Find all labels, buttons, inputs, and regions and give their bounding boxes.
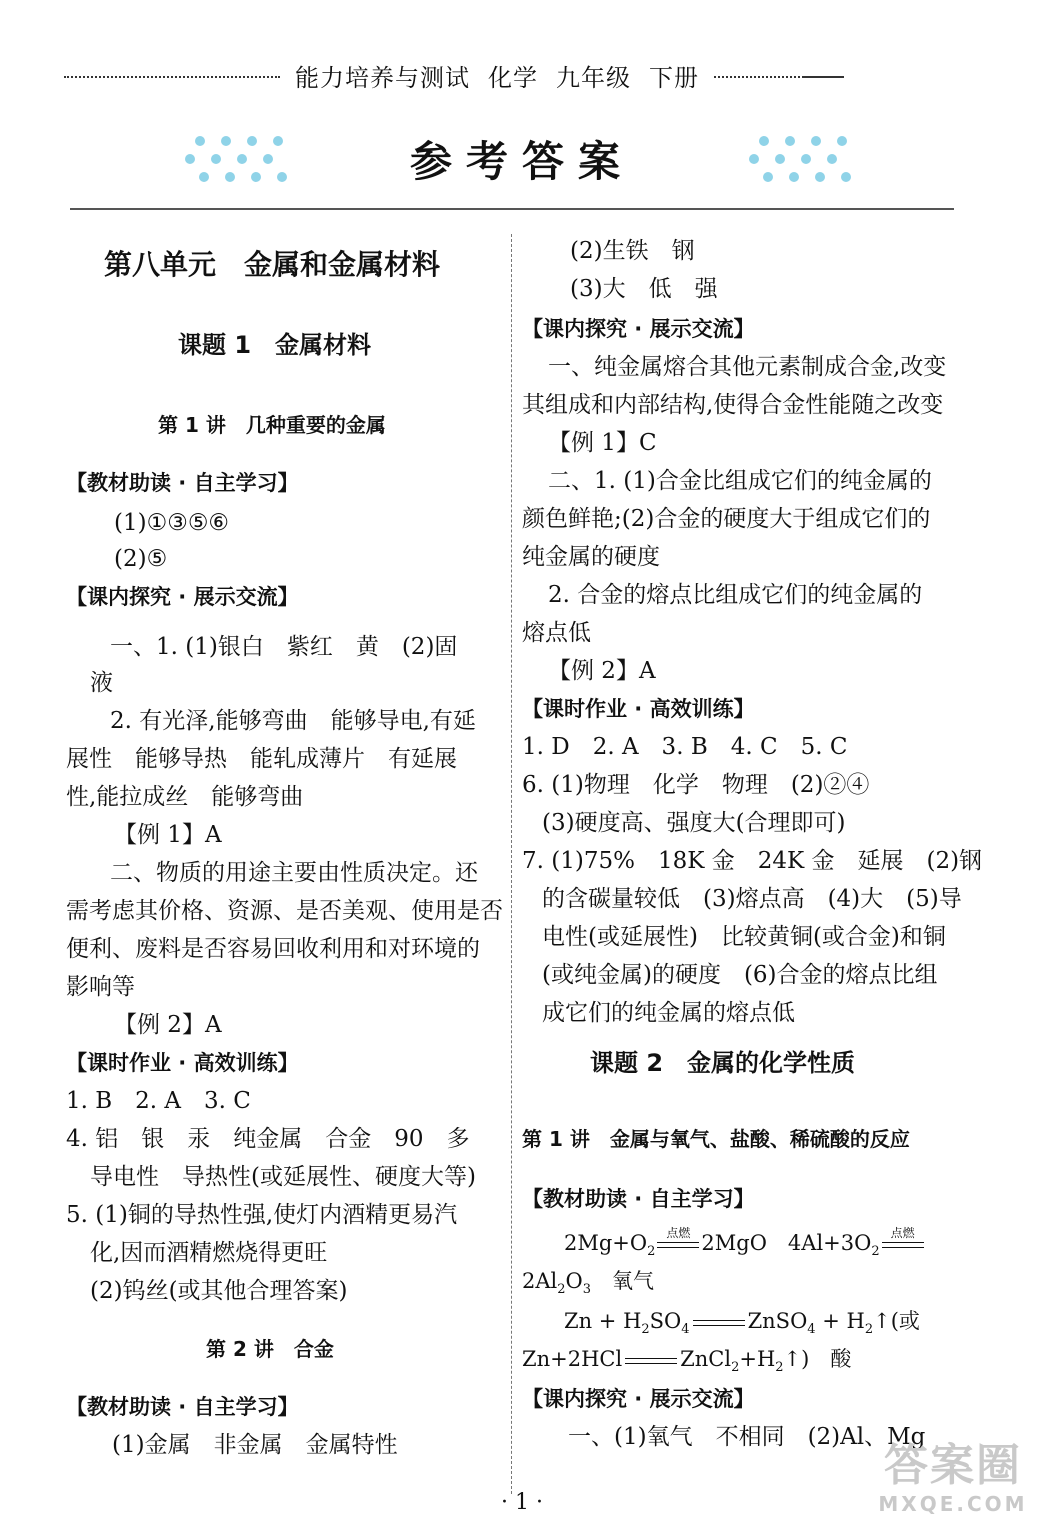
- answer-line: 需考虑其价格、资源、是否美观、使用是否: [66, 898, 503, 924]
- answer-line: (或纯金属)的硬度 (6)合金的熔点比组: [542, 962, 938, 988]
- title-area: [0, 124, 1044, 194]
- eq1-left: 2Mg+O: [564, 1231, 648, 1255]
- topic-heading: 课题 2 金属的化学性质: [590, 1049, 856, 1077]
- answer-line: 5. (1)铜的导热性强,使灯内酒精更易汽: [66, 1202, 458, 1228]
- lesson-heading: 第 1 讲 金属与氧气、盐酸、稀硫酸的反应: [522, 1127, 910, 1151]
- watermark-small: MXQE.COM: [878, 1492, 1028, 1516]
- answer-line: 成它们的纯金属的熔点低: [542, 1000, 795, 1026]
- example-answer: 【例 2】A: [114, 1012, 222, 1038]
- watermark-logo: [868, 1440, 1038, 1530]
- eq1-condition: 点燃: [655, 1226, 701, 1240]
- watermark-big: 答案圈: [884, 1440, 1022, 1491]
- answer-line: 1. B 2. A 3. C: [66, 1088, 251, 1114]
- eq1-mid: 2MgO 4Al+3O: [701, 1231, 872, 1255]
- equation-line-4: Zn+2HCl $ZnCl_2+H_2↑$) 酸: [522, 1347, 852, 1376]
- answer-line: 性,能拉成丝 能够弯曲: [66, 784, 304, 810]
- example-answer: 【例 1】A: [114, 822, 222, 848]
- lesson-heading: 第 1 讲 几种重要的金属: [158, 413, 386, 437]
- answer-line: (3)大 低 强: [570, 276, 718, 302]
- answer-line: 一、1. (1)银白 紫红 黄 (2)固: [110, 634, 458, 660]
- eq3-c: ZnSO: [747, 1309, 808, 1333]
- answer-line: 的含碳量较低 (3)熔点高 (4)大 (5)导: [542, 886, 962, 912]
- eq4-d: ↑) 酸: [783, 1347, 852, 1371]
- header-dash: [804, 76, 844, 78]
- header-subject: 化学: [488, 63, 538, 92]
- answer-line: 2. 有光泽,能够弯曲 能够导电,有延: [110, 708, 476, 734]
- header-dotted-rule: [64, 76, 280, 78]
- eq4-a: Zn+2HCl: [522, 1347, 623, 1371]
- eq3-b: SO: [649, 1309, 682, 1333]
- answer-line: 2. 合金的熔点比组成它们的纯金属的: [548, 582, 923, 608]
- answer-line: 颜色鲜艳;(2)合金的硬度大于组成它们的: [522, 506, 931, 532]
- answer-line: 电性(或延展性) 比较黄铜(或合金)和铜: [542, 924, 946, 950]
- header-volume: 下册: [649, 63, 699, 92]
- section-heading: 【课内探究 · 展示交流】: [522, 317, 755, 341]
- running-header: [64, 58, 844, 92]
- answer-line: 影响等: [66, 974, 135, 1000]
- header-dotted-rule-right: [714, 76, 804, 78]
- answer-line: 化,因而酒精燃烧得更旺: [90, 1240, 328, 1266]
- answer-line: 便利、废料是否容易回收利用和对环境的: [66, 936, 480, 962]
- answer-line: 一、纯金属熔合其他元素制成合金,改变: [548, 354, 947, 380]
- answer-line: 展性 能够导热 能轧成薄片 有延展: [66, 746, 457, 772]
- eq3-double-line: [693, 1320, 745, 1326]
- section-heading: 【课内探究 · 展示交流】: [522, 1387, 755, 1411]
- section-heading: 【课时作业 · 高效训练】: [66, 1051, 299, 1075]
- title-decoration-left-icon: [180, 131, 330, 187]
- answer-line: 7. (1)75% 18K 金 24K 金 延展 (2)钢: [522, 848, 983, 874]
- title-rule: [70, 208, 954, 210]
- eq4-c: +H: [739, 1347, 776, 1371]
- example-answer: 【例 1】C: [548, 430, 657, 456]
- answer-line: (2)⑤: [114, 546, 168, 572]
- section-heading: 【课内探究 · 展示交流】: [66, 585, 299, 609]
- example-answer: 【例 2】A: [548, 658, 656, 684]
- eq3-e: ↑(或: [873, 1309, 920, 1333]
- column-divider: [511, 234, 512, 1494]
- section-heading: 【教材助读 · 自主学习】: [66, 471, 299, 495]
- answer-line: 一、(1)氧气 不相同 (2)Al、Mg: [568, 1424, 926, 1450]
- answer-line: 二、物质的用途主要由性质决定。还: [110, 860, 478, 886]
- unit-heading: 第八单元 金属和金属材料: [104, 248, 441, 281]
- header-grade: 九年级: [556, 63, 631, 92]
- header-book: 能力培养与测试: [295, 63, 470, 92]
- answer-line: (2)钨丝(或其他合理答案): [90, 1278, 348, 1304]
- answer-line: 导电性 导热性(或延展性、硬度大等): [90, 1164, 476, 1190]
- answer-line: 液: [90, 670, 113, 696]
- lesson-heading: 第 2 讲 合金: [206, 1337, 334, 1361]
- equation-line-1: $2Mg+O_2$点燃 2MgO $4Al+3O_2$点燃: [564, 1226, 926, 1269]
- answer-line: 1. D 2. A 3. B 4. C 5. C: [522, 734, 848, 760]
- eq3-a: Zn + H: [564, 1309, 642, 1333]
- eq3-d: + H: [822, 1309, 865, 1333]
- answer-line: (2)生铁 钢: [570, 238, 695, 264]
- eq1-condition-2: 点燃: [880, 1226, 926, 1240]
- section-heading: 【教材助读 · 自主学习】: [66, 1395, 299, 1419]
- page-number: · 1 ·: [501, 1490, 543, 1515]
- answer-line: 二、1. (1)合金比组成它们的纯金属的: [548, 468, 932, 494]
- eq4-double-line: [625, 1358, 677, 1364]
- answer-line: 熔点低: [522, 620, 591, 646]
- equation-line-2: $2Al_2O_3$ 氧气: [522, 1269, 655, 1298]
- answer-line: 其组成和内部结构,使得合金性能随之改变: [522, 392, 944, 418]
- eq4-b: ZnCl: [680, 1347, 732, 1371]
- topic-heading: 课题 1 金属材料: [178, 331, 372, 359]
- title-decoration-right-icon: [714, 131, 864, 187]
- answer-line: 纯金属的硬度: [522, 544, 660, 570]
- answer-line: (3)硬度高、强度大(合理即可): [542, 810, 846, 836]
- section-heading: 【课时作业 · 高效训练】: [522, 697, 755, 721]
- answer-line: (1)金属 非金属 金属特性: [112, 1432, 398, 1458]
- eq2-a: 2Al: [522, 1269, 558, 1293]
- eq2-b: O: [565, 1269, 583, 1293]
- answer-line: 4. 铝 银 汞 纯金属 合金 90 多: [66, 1126, 470, 1152]
- answer-line: 6. (1)物理 化学 物理 (2)②④: [522, 772, 870, 798]
- eq2-c: 氧气: [612, 1269, 655, 1293]
- page-title: 参考答案: [409, 137, 634, 186]
- equation-line-3: $Zn + H_2SO_4$ ZnSO$_4$ + $H_2↑$(或: [564, 1309, 920, 1338]
- answer-line: (1)①③⑤⑥: [114, 510, 230, 536]
- header-text: [280, 58, 714, 93]
- section-heading: 【教材助读 · 自主学习】: [522, 1187, 755, 1211]
